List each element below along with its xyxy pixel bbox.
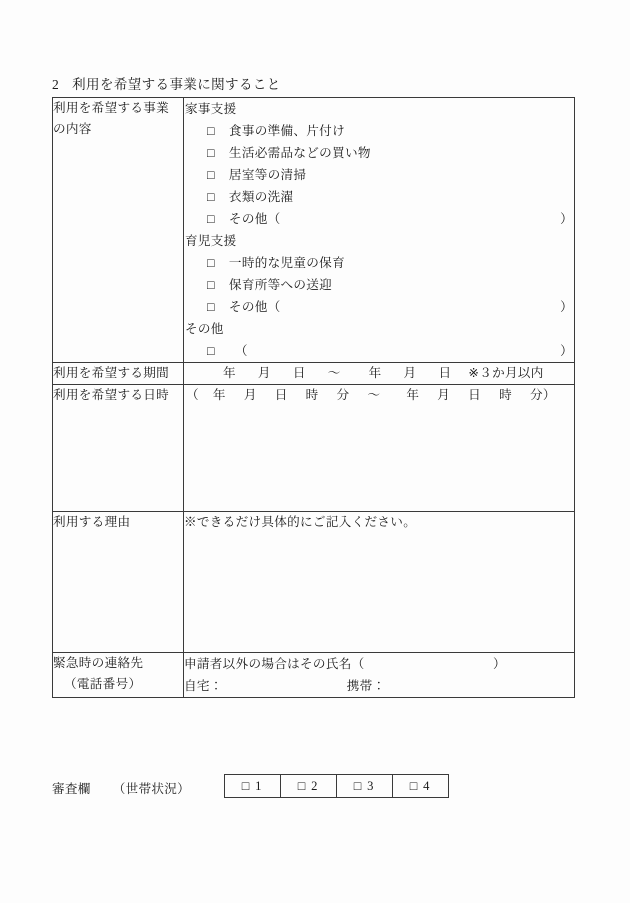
datetime-day-2: 日 — [468, 388, 482, 402]
period-year: 年 — [223, 366, 236, 380]
checkbox-icon[interactable]: □ — [297, 779, 306, 793]
review-checkbox-cell-1[interactable] — [225, 775, 281, 798]
emergency-label-line2: （電話番号） — [64, 677, 142, 691]
period-note: ※３か月以内 — [468, 366, 544, 380]
row-body-reason[interactable] — [184, 512, 575, 653]
checkbox-icon[interactable]: □ — [207, 278, 215, 292]
review-checkbox-cell-3[interactable] — [337, 775, 393, 798]
paren-close: ） — [560, 212, 573, 226]
datetime-hour: 時 — [305, 388, 319, 402]
checkbox-icon[interactable]: □ — [207, 256, 215, 270]
period-month-2: 月 — [403, 366, 417, 380]
checkbox-option-room-cleaning[interactable] — [184, 164, 574, 186]
checkbox-label: その他（ — [228, 300, 281, 314]
review-checkbox-cell-4[interactable] — [393, 775, 449, 798]
datetime-month-2: 月 — [437, 388, 451, 402]
checkbox-option-shopping[interactable] — [184, 142, 574, 164]
section-heading — [52, 73, 281, 93]
emergency-home-label: 自宅： — [184, 679, 223, 693]
reason-note: ※できるだけ具体的にご記入ください。 — [184, 515, 417, 529]
datetime-day: 日 — [274, 388, 288, 402]
row-label-reason — [53, 512, 184, 653]
datetime-year: 年 — [212, 388, 226, 402]
checkbox-label: （ — [234, 344, 248, 358]
checkbox-icon[interactable]: □ — [207, 190, 215, 204]
checkbox-icon[interactable]: □ — [241, 779, 250, 793]
group-title-housework: 家事支援 — [185, 102, 237, 116]
period-tilde: ～ — [327, 366, 341, 380]
checkbox-option-nursery-transport[interactable] — [184, 274, 574, 296]
datetime-month: 月 — [243, 388, 257, 402]
paren-close: ） — [493, 657, 506, 671]
group-title-other: その他 — [185, 322, 224, 336]
checkbox-option-laundry[interactable] — [184, 186, 574, 208]
checkbox-option-temporary-childcare[interactable] — [184, 252, 574, 274]
checkbox-icon[interactable]: □ — [353, 779, 362, 793]
datetime-label: 利用を希望する日時 — [53, 388, 170, 402]
checkbox-label: 生活必需品などの買い物 — [228, 146, 371, 160]
review-checkbox-number: 4 — [423, 779, 430, 793]
period-label: 利用を希望する期間 — [53, 366, 170, 380]
emergency-name-line — [184, 653, 574, 675]
emergency-name-prompt: 申請者以外の場合はその氏名（ — [184, 657, 365, 671]
emergency-label-line1: 緊急時の連絡先 — [53, 656, 144, 670]
review-checkbox-number: 2 — [311, 779, 318, 793]
service-content-label-line2: の内容 — [53, 122, 92, 136]
checkbox-label: 保育所等への送迎 — [228, 278, 333, 292]
checkbox-option-housework-other[interactable] — [184, 208, 574, 230]
checkbox-label: その他（ — [228, 212, 281, 226]
checkbox-icon[interactable]: □ — [207, 300, 215, 314]
review-label-text: 審査欄 — [52, 782, 91, 796]
table-row-reason — [53, 512, 575, 653]
checkbox-label: 食事の準備、片付け — [228, 124, 345, 138]
row-body-datetime[interactable] — [184, 385, 575, 512]
emergency-phone-line — [184, 675, 574, 697]
checkbox-icon[interactable]: □ — [207, 212, 215, 226]
row-label-period — [53, 363, 184, 385]
table-row-emergency-contact — [53, 653, 575, 698]
checkbox-icon[interactable]: □ — [207, 344, 215, 358]
section-title: 利用を希望する事業に関すること — [72, 77, 281, 92]
datetime-minute: 分 — [336, 388, 350, 402]
checkbox-label: 一時的な児童の保育 — [228, 256, 345, 270]
paren-close: ） — [560, 344, 573, 358]
datetime-line — [184, 385, 574, 406]
datetime-year-2: 年 — [406, 388, 420, 402]
review-condition-label: （世帯状況） — [112, 782, 191, 796]
period-date-line — [184, 363, 574, 384]
checkbox-icon[interactable]: □ — [409, 779, 418, 793]
review-checkbox-number: 3 — [367, 779, 374, 793]
application-form-table — [52, 97, 575, 698]
datetime-minute-2: 分） — [529, 388, 556, 402]
review-checkbox-number: 1 — [255, 779, 262, 793]
section-number: 2 — [52, 77, 60, 92]
period-month: 月 — [257, 366, 271, 380]
period-day: 日 — [292, 366, 306, 380]
datetime-paren-open: （ — [186, 388, 199, 402]
row-label-emergency-contact — [53, 653, 184, 698]
checkbox-icon[interactable]: □ — [207, 146, 215, 160]
reason-label: 利用する理由 — [53, 515, 131, 529]
period-day-2: 日 — [438, 366, 452, 380]
checkbox-icon[interactable]: □ — [207, 124, 215, 138]
table-row-period — [53, 363, 575, 385]
row-label-service-content — [53, 98, 184, 363]
checkbox-option-childcare-other[interactable] — [184, 296, 574, 318]
table-row — [225, 775, 449, 798]
row-body-service-content — [184, 98, 575, 363]
review-checkbox-table — [224, 774, 449, 798]
table-row-service-content — [53, 98, 575, 363]
emergency-mobile-label: 携帯： — [346, 679, 386, 693]
checkbox-label: 居室等の清掃 — [228, 168, 307, 182]
row-body-emergency-contact[interactable] — [184, 653, 575, 698]
row-label-datetime — [53, 385, 184, 512]
row-body-period[interactable] — [184, 363, 575, 385]
paren-close: ） — [560, 300, 573, 314]
review-checkbox-cell-2[interactable] — [281, 775, 337, 798]
checkbox-option-other-freeform[interactable] — [184, 340, 574, 362]
group-title-childcare: 育児支援 — [185, 234, 237, 248]
period-year-2: 年 — [368, 366, 382, 380]
checkbox-icon[interactable]: □ — [207, 168, 215, 182]
review-section-label — [52, 778, 190, 797]
table-row-datetime — [53, 385, 575, 512]
checkbox-label: 衣類の洗濯 — [228, 190, 294, 204]
datetime-hour-2: 時 — [499, 388, 512, 402]
checkbox-option-meal-prep[interactable] — [184, 120, 574, 142]
datetime-tilde: ～ — [367, 388, 381, 402]
service-content-label-line1: 利用を希望する事業 — [53, 101, 170, 115]
